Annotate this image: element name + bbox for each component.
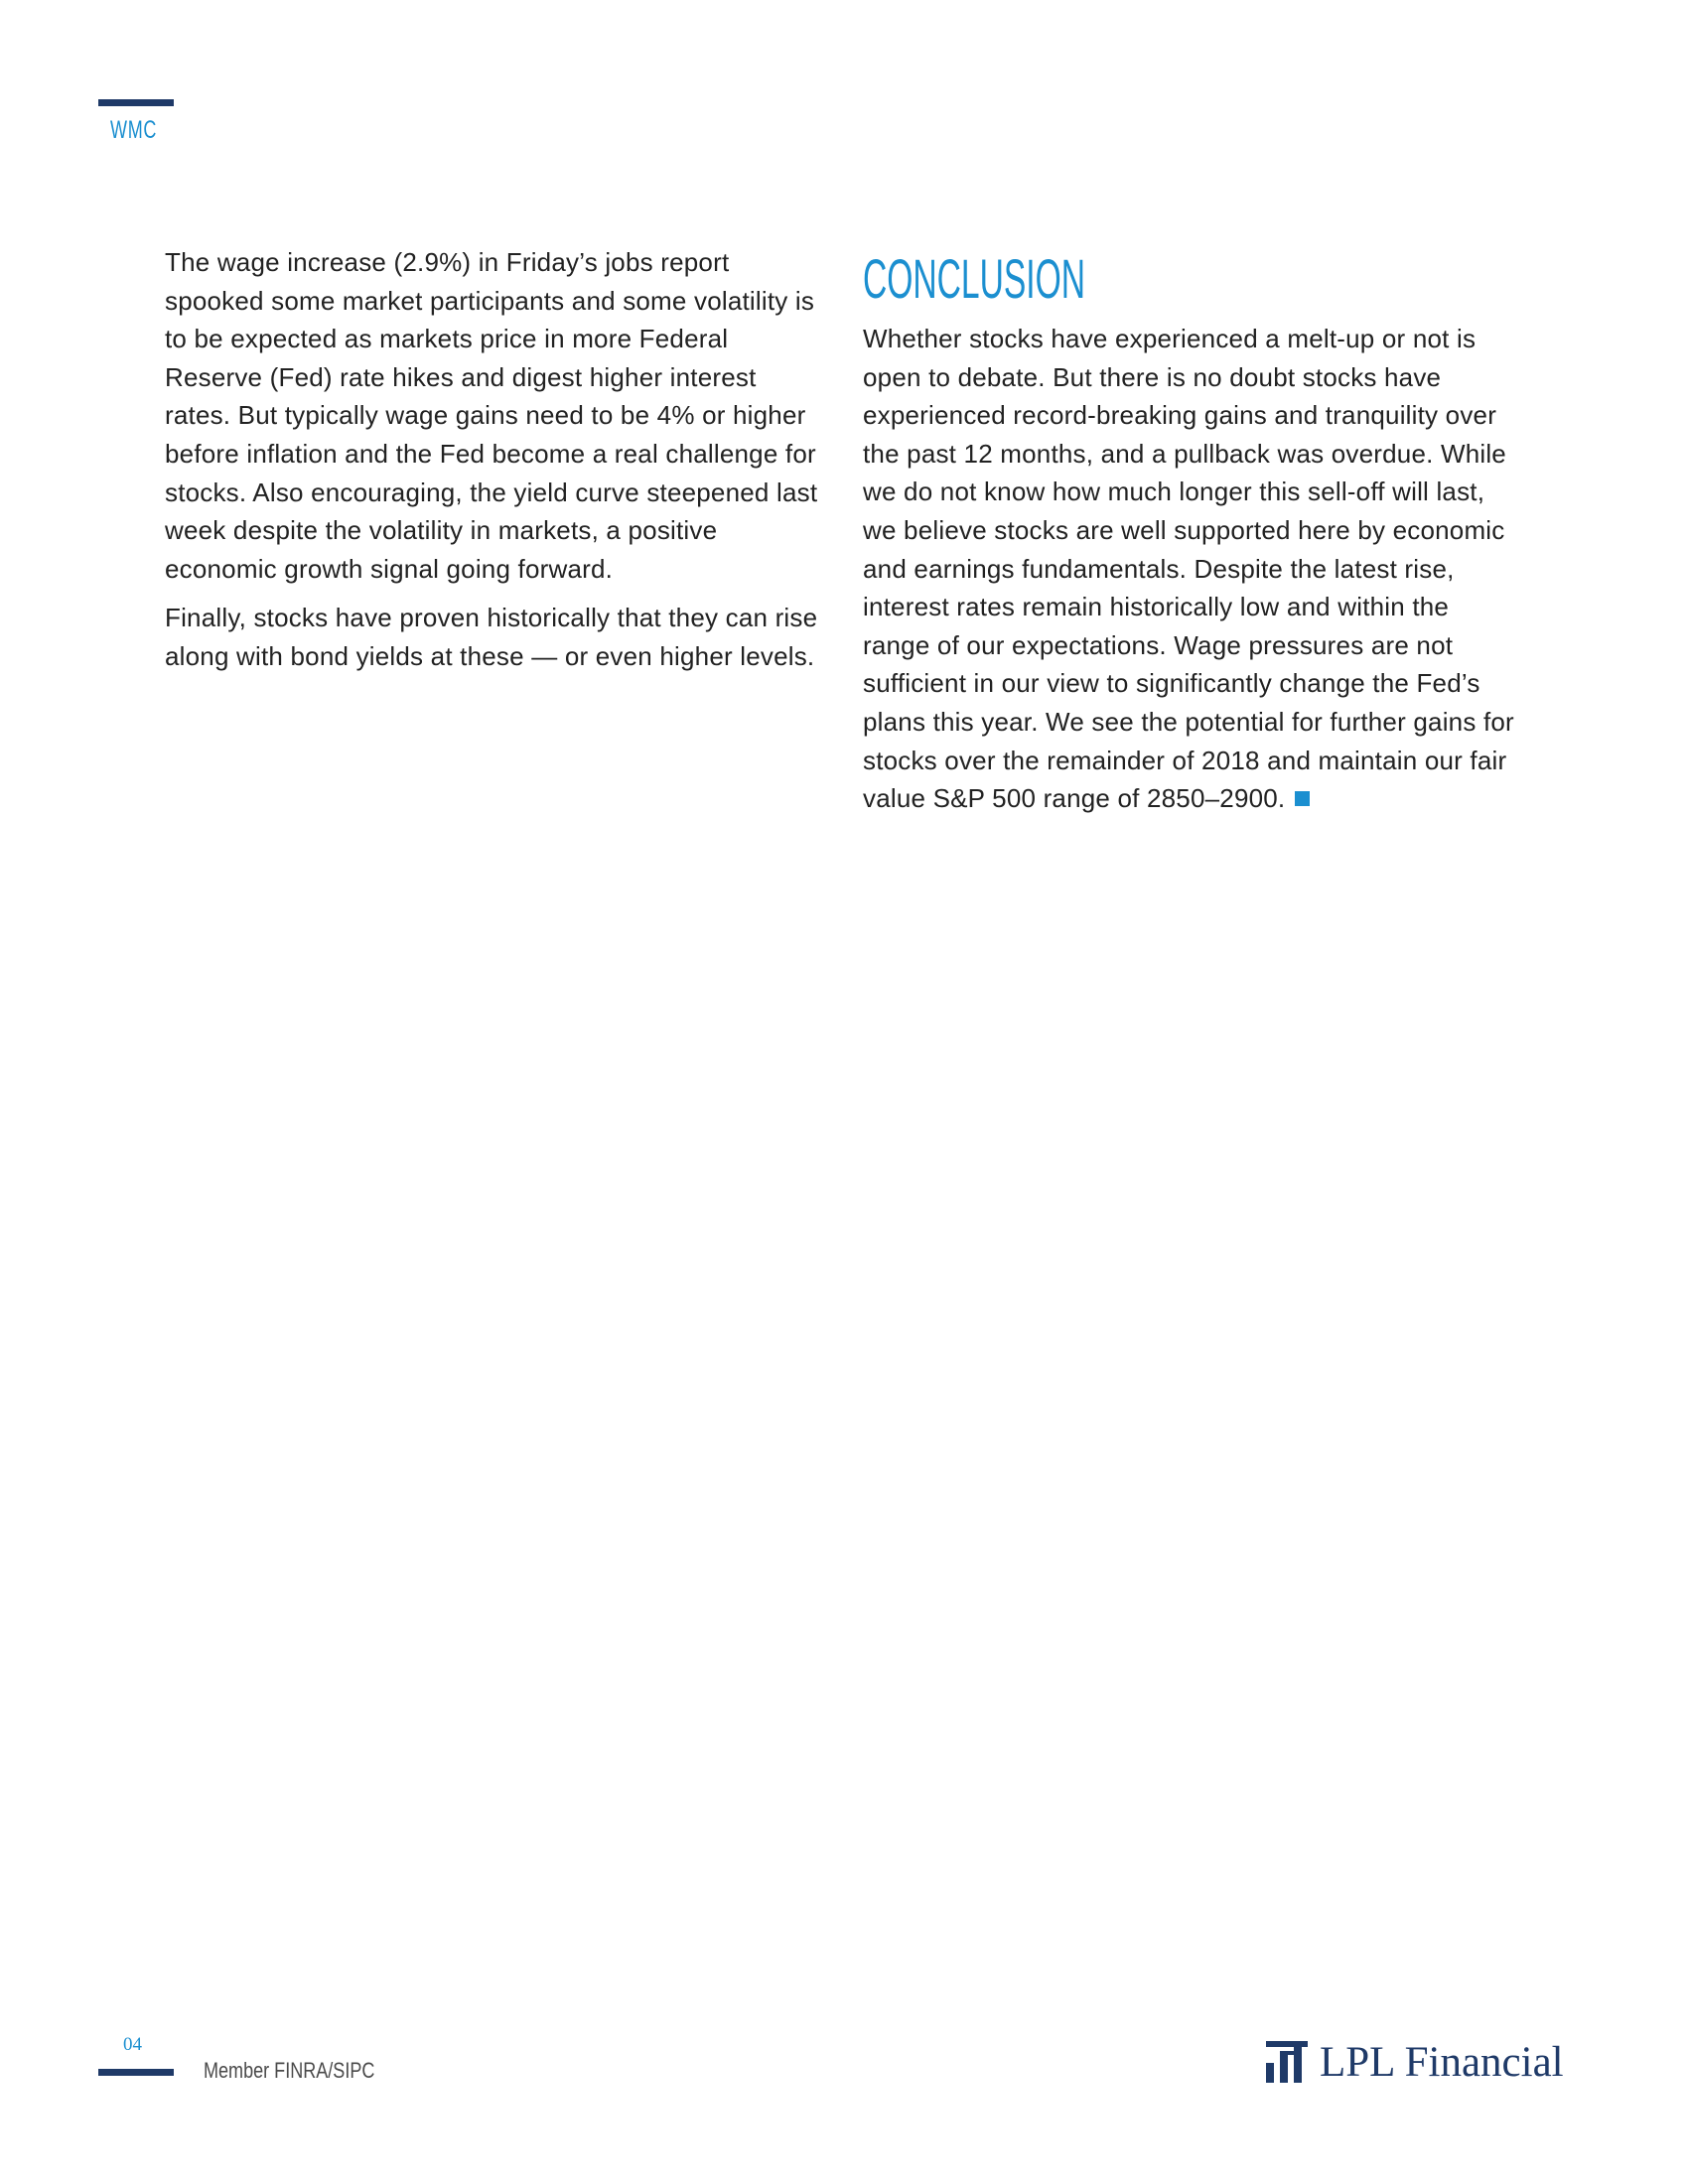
conclusion-paragraph — [863, 320, 1518, 818]
section-label: WMC — [110, 116, 158, 144]
paragraph-bond-yields: Finally, stocks have proven historically that they can rise along with bond yields at these — or even higher levels. — [165, 603, 818, 671]
page-number: 04 — [123, 2034, 142, 2055]
header-rule — [98, 99, 174, 106]
end-of-article-square-icon — [1295, 791, 1310, 806]
lpl-financial-logo — [1266, 2037, 1564, 2087]
conclusion-heading: CONCLUSION — [863, 247, 1086, 310]
lpl-logo-mark-icon — [1266, 2041, 1308, 2083]
paragraph-wage-increase: The wage increase (2.9%) in Friday’s jobs report spooked some market participants and some volatility is to be expected as markets price in more Federal Reserve (Fed) rate hikes and digest higher interest rates. But typically wage gains need to be 4% or higher before inflation and the Fed become a real challenge for stocks. Also encouraging, the yield curve steepened last week despite the volatility in markets, a positive economic growth signal going forward. — [165, 247, 818, 584]
conclusion-column — [863, 248, 1518, 829]
member-finra-sipc-text: Member FINRA/SIPC — [204, 2058, 375, 2083]
logo-text: LPL Financial — [1320, 2038, 1564, 2086]
left-column — [165, 243, 820, 687]
conclusion-body: Whether stocks have experienced a melt-up or not is open to debate. But there is no doubt stocks have experienced record-breaking gains and tranquility over the past 12 months, and a pullback was overdue. While we do not know how much longer this sell-off will last, we believe stocks are well supported here by economic and earnings fundamentals. Despite the latest rise, interest rates remain historically low and within the range of our expectations. Wage pressures are not sufficient in our view to significantly change the Fed’s plans this year. We see the potential for further gains for stocks over the remainder of 2018 and maintain our fair value S&P 500 range of 2850–2900. — [863, 324, 1514, 814]
footer-rule — [98, 2069, 174, 2076]
